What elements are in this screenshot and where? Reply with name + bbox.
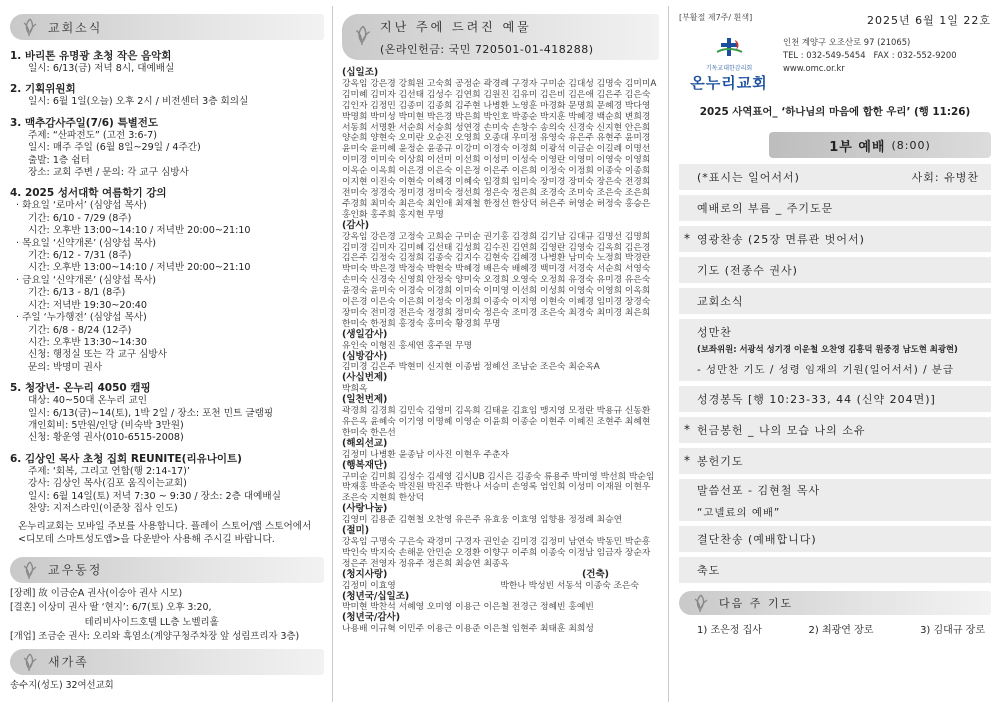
offering-group-head: (절미) bbox=[342, 525, 370, 537]
news-column bbox=[0, 0, 332, 708]
fellowship-header bbox=[10, 557, 324, 583]
news-item-title: 4. 2025 성서대학 여름학기 강의 bbox=[10, 187, 167, 200]
offering-pair-heads bbox=[342, 570, 659, 581]
worship-order-item bbox=[679, 557, 991, 583]
newfamily-header bbox=[10, 649, 324, 675]
news-item bbox=[10, 48, 324, 75]
news-sub-line: 기간: 6/8 - 8/24 (12주) bbox=[28, 324, 132, 336]
offering-group-head: (사랑나눔) bbox=[342, 503, 388, 515]
news-item bbox=[10, 451, 324, 516]
denomination-label: 기독교대한감리회 bbox=[705, 65, 753, 72]
bulletin-date: 2025년 6월 1일 22호 bbox=[867, 14, 991, 27]
news-item-title: 5. 청장년- 온누리 4050 캠핑 bbox=[10, 382, 151, 395]
communion-assistants: (보좌위원: 서광석 성기경 이운철 오찬영 김흥덕 원중경 남도현 최광현) bbox=[697, 344, 958, 354]
service-time: (8:00) bbox=[891, 138, 931, 152]
offering-group-head: (청지사랑) bbox=[342, 568, 388, 580]
news-item-line: 출발: 1층 쉼터 bbox=[28, 154, 90, 166]
news-sub-line: 시간: 오후반 13:30~14:30 bbox=[28, 336, 148, 348]
vision-statement: 2025 사역표어_ ‘하나님의 마음에 합한 우리’ (행 11:26) bbox=[699, 106, 971, 118]
offering-group-names: 나용배 이규혁 이민주 이용근 이용준 이은철 임현주 최태훈 최희성 bbox=[342, 624, 594, 635]
offering-group-head: (감사) bbox=[342, 219, 370, 231]
prayer-header bbox=[679, 591, 991, 615]
offering-group-head: (일천번제) bbox=[342, 394, 388, 406]
address-line: 인천 계양구 오조산로 97 (21065) bbox=[783, 37, 911, 47]
worship-order-item bbox=[679, 226, 991, 252]
offering-group-names: 김미경 김은주 박현미 신지현 이종범 정혜선 조남순 조은숙 최순옥A bbox=[342, 362, 600, 373]
offering-group-head: (행복재단) bbox=[342, 459, 388, 471]
address-line: www.omc.or.kr bbox=[783, 63, 845, 73]
offering-group-names: 유인숙 이형진 홍세연 홍주원 무명 bbox=[342, 340, 473, 351]
note-line: <디모데 스마트성도앱>을 다운받아 사용해 주시길 바랍니다. bbox=[18, 533, 275, 545]
address-line: TEL : 032-549-5454 FAX : 032-552-9200 bbox=[783, 50, 957, 60]
leaf-icon bbox=[20, 652, 40, 672]
service-title: 1부 예배 bbox=[829, 139, 886, 155]
offering-group-head: (생일감사) bbox=[342, 328, 388, 340]
worship-order-text: 성만찬 bbox=[697, 326, 732, 339]
offering-title: 지난 주에 드려진 예물 bbox=[380, 20, 532, 34]
offering-group-names: 김정미 나병환 윤종남 이사진 이현우 주춘자 bbox=[342, 449, 509, 460]
offering-group-head: (건축) bbox=[581, 568, 609, 580]
news-item-line: 신청: 황운영 권사(010-6515-2008) bbox=[28, 432, 184, 444]
offering-group-head: (청년국/십일조) bbox=[342, 590, 410, 602]
season-label: [부활절 제7주/ 흰색] bbox=[679, 13, 753, 22]
fellowship-line: 테리비사이드호텔 LL층 노벨리홀 bbox=[10, 616, 219, 628]
prayer-title: 다음 주 기도 bbox=[719, 597, 794, 610]
offering-account: (온라인헌금: 국민 720501-01-418288) bbox=[380, 43, 594, 56]
offering-group-head: (사십번제) bbox=[342, 372, 388, 384]
church-logo bbox=[679, 36, 779, 93]
prayer-list bbox=[679, 615, 991, 636]
news-title: 교회소식 bbox=[48, 20, 103, 35]
worship-order-subtext: “고넬료의 예배” bbox=[697, 506, 781, 519]
offering-group-names: 김영미 김용준 김현철 오찬영 유은주 유효웅 이효영 임향용 정정례 최승연 bbox=[342, 515, 623, 526]
worship-order-item bbox=[679, 448, 991, 474]
news-item-line: 일시: 6월 14일(토) 저녁 7:30 ~ 9:30 / 장소: 2층 대예배실 bbox=[28, 490, 281, 502]
fellowship-line: [장례] 故 이금순A 권사(이승아 권사 시모) bbox=[10, 587, 183, 599]
news-item-line: 일시: 6월 1일(오늘) 오후 2시 / 비전센터 3층 회의실 bbox=[28, 96, 249, 108]
offering-group-head: (십일조) bbox=[342, 67, 379, 78]
news-sub-line: 시간: 저녁반 19:30~20:40 bbox=[28, 299, 148, 311]
worship-order-text: 예배로의 부름 _ 주기도문 bbox=[697, 202, 834, 215]
news-item-line: 일시: 6/13(금)~14(토), 1박 2일 / 장소: 포천 민트 글램핑 bbox=[28, 407, 274, 419]
worship-order-item bbox=[679, 386, 991, 412]
news-item bbox=[10, 81, 324, 108]
offering-group-names: 김정미 이효영 bbox=[342, 580, 396, 591]
news-item-line: 일시: 매주 주일 (6월 8일~29일 / 4주간) bbox=[28, 142, 201, 154]
prayer-item: 1) 조은정 집사 bbox=[697, 625, 762, 636]
offering-group-names: 강옥임 구명숙 구은숙 곽경미 구경자 권인순 김미경 김정미 남연숙 박동민 박순흥 박인숙 박지숙 손해운 안민순 오경환 이향구 이주희 이종숙 이정남 임금자 장순자 정은주 전영자 정유주 정은희 최승연 최종옥 bbox=[342, 536, 651, 569]
service-header bbox=[769, 132, 991, 158]
news-item-title: 6. 김상인 목사 초청 집회 REUNITE(리유나이트) bbox=[10, 452, 242, 465]
news-item-line: 강사: 김상인 목사(김포 움직이는교회) bbox=[28, 478, 187, 490]
news-sub-line: 시간: 오후반 13:00~14:10 / 저녁반 20:00~21:10 bbox=[28, 262, 251, 274]
offering-group-names: 박한나 박성빈 서동석 이종숙 조은숙 bbox=[500, 580, 639, 591]
offering-pair-names bbox=[342, 581, 659, 592]
news-item-line: 장소: 교회 주변 / 문의: 각 교구 심방사 bbox=[28, 167, 189, 179]
church-address bbox=[779, 36, 957, 93]
worship-order-text: * 봉헌기도 bbox=[697, 455, 744, 468]
offering-group-names: 구미순 김미희 김성수 김세영 김시UB 김시은 김종숙 류용주 박미영 박선희 박순임 박재홍 박준숙 박진원 박진주 박한나 서승미 손영록 엄인희 이성미 이재원 이현우 조은숙 지현희 한상덕 bbox=[342, 471, 655, 504]
bulletin-top-row bbox=[679, 12, 991, 28]
prayer-item: 2) 최광연 장로 bbox=[808, 625, 874, 636]
news-item-line: 개인회비: 5만원/인당 (비숙박 3만원) bbox=[28, 419, 184, 431]
leaf-icon bbox=[20, 560, 40, 580]
worship-order-text: 기도 (전종수 권사) bbox=[697, 264, 798, 277]
worship-order-text: 성경봉독 [행 10:23-33, 44 (신약 204면)] bbox=[697, 393, 936, 406]
offering-list bbox=[342, 68, 659, 635]
offering-group-names: 곽경희 김경희 김민숙 김영미 김옥희 김태윤 김효임 맹지영 모정란 박용규 신동환 유은옥 윤혜숙 이기영 이명혜 이영순 이윤희 이종순 이현주 이혜진 조현주 최혜현 한미숙 한은선 bbox=[342, 406, 651, 438]
news-item bbox=[10, 380, 324, 445]
news-item-title: 3. 맥추감사주일(7/6) 특별전도 bbox=[10, 116, 159, 129]
worship-order-item bbox=[679, 288, 991, 314]
news-list bbox=[10, 48, 324, 515]
leaf-icon bbox=[691, 593, 711, 613]
news-item bbox=[10, 185, 324, 374]
news-header bbox=[10, 14, 324, 40]
worship-order-text: * 영광찬송 (25장 면류관 벗어서) bbox=[697, 233, 865, 246]
newfamily-title: 새가족 bbox=[48, 655, 89, 670]
service-column bbox=[673, 0, 995, 708]
news-item-line: 대상: 40~50대 온누리 교인 bbox=[28, 395, 147, 407]
mobile-bulletin-note bbox=[10, 521, 324, 546]
church-name: 온누리교회 bbox=[690, 74, 768, 92]
leaf-icon bbox=[20, 17, 40, 37]
offering-group-head: (심방감사) bbox=[342, 350, 388, 362]
worship-order-item bbox=[679, 526, 991, 552]
news-item-line: 일시: 6/13(금) 저녁 8시, 대예배실 bbox=[28, 63, 175, 74]
worship-order-text: 교회소식 bbox=[697, 295, 744, 308]
offering-header bbox=[342, 14, 659, 60]
fellowship-list bbox=[10, 587, 324, 645]
worship-order-item bbox=[679, 257, 991, 283]
prayer-item: 3) 김대규 장로 bbox=[920, 625, 985, 636]
news-sub-line: 기간: 6/12 - 7/31 (8주) bbox=[28, 250, 132, 262]
offering-group-names: 박미현 박찬석 서혜영 오미영 이용근 이은철 전경근 정혜빈 홍예빈 bbox=[342, 602, 594, 613]
offering-group-names: 박희옥 bbox=[342, 384, 368, 395]
news-item-line: 찬양: 지저스라인(이준창 집사 인도) bbox=[28, 502, 178, 514]
fellowship-line: [개업] 조금순 권사: 오리와 흑염소(계양구청주차장 앞 성림프리자 3층) bbox=[10, 631, 300, 643]
news-sub-head: · 화요일 ‘로마서’ (심양섭 목사) bbox=[16, 200, 147, 212]
news-sub-line: 시간: 오후반 13:00~14:10 / 저녁반 20:00~21:10 bbox=[28, 225, 251, 237]
worship-order-text: 말씀선포 - 김현철 목사 bbox=[697, 483, 821, 497]
worship-order-item bbox=[679, 195, 991, 221]
offering-group-names: 강옥임 강은경 고정숙 고희순 구미순 권기홍 김경희 김기남 김대규 김명선 김명희 김미경 김미자 김미혜 김선태 김성희 김수진 김연희 김영란 김영숙 김옥희 김은경 김은주 김정숙 김정희 김종숙 김지수 김현숙 김혜경 나병환 남미숙 노정희 박경란 박미숙 박은경 박정숙 박현숙 박혜경 배은숙 배혜경 백미경 서경숙 서순희 서영숙 손미숙 신경숙 신영희 안정숙 양미숙 오경희 오영숙 오정희 유경숙 유미경 유은숙 윤경숙 윤미숙 이경숙 이경희 이미숙 이미영 이선희 이성희 이영숙 이영희 이옥희 이은경 이은숙 이은희 이정숙 이정희 이종숙 이지영 이현숙 이혜경 임미경 장경숙 장미숙 전미경 전은숙 정경희 정미숙 정은숙 조미경 조은숙 최경숙 최미경 최은희 한미숙 한정희 홍경숙 홍미숙 황경희 무명 bbox=[342, 231, 651, 329]
offering-group-head: (해외선교) bbox=[342, 437, 388, 449]
fellowship-title: 교우동정 bbox=[48, 563, 103, 578]
leaf-icon bbox=[352, 24, 374, 46]
news-sub-line: 신청: 행정실 또는 각 교구 심방사 bbox=[28, 349, 167, 361]
news-sub-head: · 목요일 ‘신약개론’ (심양섭 목사) bbox=[16, 237, 157, 249]
fellowship-line: [결혼] 이상미 권사 딸 ‘현지’: 6/7(토) 오후 3:20, bbox=[10, 602, 212, 614]
cross-flame-icon bbox=[712, 36, 746, 58]
note-line: 온누리교회는 모바일 주보를 사용합니다. 플레이 스토어/앱 스토어에서 bbox=[18, 521, 312, 533]
service-leader: 사회: 유병찬 bbox=[911, 171, 979, 184]
worship-order-text: * 헌금봉헌 _ 나의 모습 나의 소유 bbox=[697, 424, 866, 437]
news-sub-head: · 금요일 ‘신약개론’ (심양섭 목사) bbox=[16, 274, 157, 286]
worship-order-item bbox=[679, 319, 991, 381]
offering-group-names: 강옥임 강은경 강희원 고숙희 공정순 곽경례 구경자 구미순 김대성 김명숙 김미미A 김미혜 김미자 김선태 김성수 김연희 김원진 김유미 김은비 김은애 김은주 김은숙 김인자 김정민 김종미 김종희 김주현 나병환 노영훈 마경화 문명희 문혜경 박다영 박명희 박미성 박미현 박은경 박은희 박인호 박종순 박지훈 박혜경 백순희 변희경 서동희 서명환 서순희 서승희 성연경 손미숙 손창수 송의숙 신경숙 신지현 안은희 양순희 양현숙 오미란 오순진 오영희 오종대 우미정 유영숙 유은주 유현주 윤미경 윤미숙 윤미혜 윤정순 윤종규 이강미 이경숙 이경희 이광석 이금순 이길례 이명선 이미경 이미숙 이상희 이선미 이선희 이성미 이성숙 이영란 이영미 이영숙 이영희 이옥순 이옥희 이은경 이은숙 이은정 이은주 이은희 이정숙 이정희 이종숙 이종희 이지현 이진숙 이현숙 이혜경 이혜숙 임경희 임미숙 장미경 장미숙 장은숙 전경희 전미숙 정경숙 정미경 정미숙 정선희 정은숙 정은희 조경숙 조미숙 조은숙 조은희 주경희 최미숙 최은숙 최인애 최재철 한정선 한상덕 허은주 허영순 허정숙 홍승은 홍인화 홍주희 홍지현 무명 bbox=[342, 78, 657, 220]
worship-order-text: 축도 bbox=[697, 564, 721, 577]
worship-order-item bbox=[679, 417, 991, 443]
news-item-title: 2. 기획위원회 bbox=[10, 83, 76, 96]
church-info bbox=[679, 36, 991, 93]
news-item-line: 주제: “산파전도” (고전 3:6-7) bbox=[28, 129, 157, 141]
news-sub-line: 기간: 6/13 - 8/1 (8주) bbox=[28, 287, 126, 299]
news-sub-line: 문의: 박명미 권사 bbox=[28, 361, 103, 373]
worship-order bbox=[679, 164, 991, 583]
news-item bbox=[10, 115, 324, 180]
worship-order-item bbox=[679, 479, 991, 521]
offering-group-head: (청년국/감사) bbox=[342, 612, 401, 624]
worship-order-text: (*표시는 일어서서) bbox=[697, 171, 800, 184]
news-sub-head: · 주일 ‘누가행전’ (심양섭 목사) bbox=[16, 312, 147, 324]
worship-order-item bbox=[679, 164, 991, 190]
news-sub-line: 기간: 6/10 - 7/29 (8주) bbox=[28, 212, 132, 224]
worship-order-text: 결단찬송 (예배합니다) bbox=[697, 533, 817, 546]
news-item-line: 주제: ‘회복, 그리고 연합(행 2:14-17)’ bbox=[28, 465, 190, 477]
worship-order-subtext: - 성만찬 기도 / 성령 임재의 기원(일어서서) / 분급 bbox=[697, 364, 954, 376]
newfamily-line: 송수지(성도) 32여선교회 bbox=[10, 679, 114, 691]
news-item-title: 1. 바리톤 유명광 초청 작은 음악회 bbox=[10, 50, 172, 62]
offering-column bbox=[334, 0, 667, 708]
